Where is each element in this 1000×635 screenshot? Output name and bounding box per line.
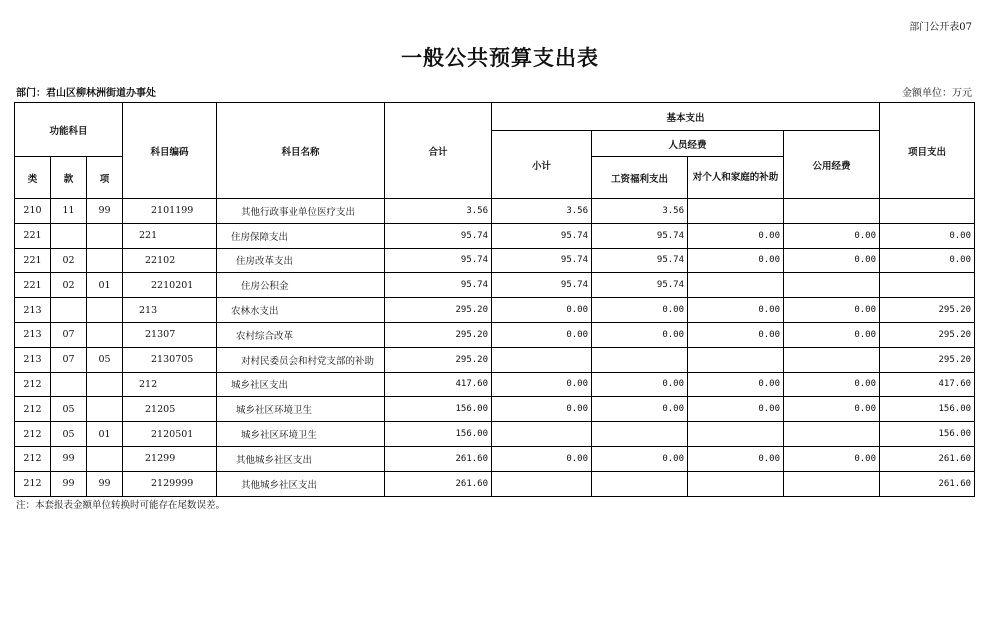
cell-name: 住房保障支出 [217, 223, 385, 248]
header-lei: 类 [15, 157, 51, 199]
cell-kuan: 99 [51, 446, 87, 471]
cell-xiang [87, 397, 123, 422]
cell-project: 295.20 [880, 347, 975, 372]
cell-subtotal: 0.00 [492, 298, 592, 323]
cell-project: 261.60 [880, 471, 975, 496]
cell-salary: 0.00 [592, 298, 688, 323]
cell-public: 0.00 [784, 223, 880, 248]
cell-code: 221 [123, 223, 217, 248]
table-row [15, 446, 975, 471]
cell-total: 95.74 [385, 223, 492, 248]
cell-project [880, 199, 975, 224]
cell-xiang: 99 [87, 471, 123, 496]
cell-kuan: 99 [51, 471, 87, 496]
cell-lei: 212 [15, 446, 51, 471]
cell-salary: 0.00 [592, 372, 688, 397]
cell-project [880, 273, 975, 298]
cell-project: 417.60 [880, 372, 975, 397]
cell-public [784, 273, 880, 298]
cell-individual [688, 422, 784, 447]
cell-lei: 221 [15, 273, 51, 298]
cell-project: 0.00 [880, 223, 975, 248]
cell-public: 0.00 [784, 298, 880, 323]
cell-code: 213 [123, 298, 217, 323]
cell-total: 95.74 [385, 248, 492, 273]
header-total: 合计 [385, 103, 492, 199]
cell-xiang: 01 [87, 422, 123, 447]
cell-code: 2120501 [123, 422, 217, 447]
cell-kuan [51, 223, 87, 248]
cell-project: 0.00 [880, 248, 975, 273]
cell-project: 156.00 [880, 397, 975, 422]
cell-code: 2101199 [123, 199, 217, 224]
cell-lei: 212 [15, 372, 51, 397]
header-personnel: 人员经费 [592, 131, 784, 157]
cell-salary [592, 347, 688, 372]
form-number: 部门公开表07 [909, 22, 972, 33]
header-kuan: 款 [51, 157, 87, 199]
cell-name: 城乡社区环境卫生 [217, 422, 385, 447]
header-basic: 基本支出 [492, 103, 880, 131]
cell-individual: 0.00 [688, 223, 784, 248]
cell-xiang: 05 [87, 347, 123, 372]
cell-kuan [51, 372, 87, 397]
cell-subtotal [492, 347, 592, 372]
cell-lei: 210 [15, 199, 51, 224]
cell-public [784, 422, 880, 447]
cell-code: 21205 [123, 397, 217, 422]
cell-subtotal [492, 422, 592, 447]
cell-xiang [87, 223, 123, 248]
table-row [15, 298, 975, 323]
cell-xiang [87, 248, 123, 273]
cell-name: 住房公积金 [217, 273, 385, 298]
cell-name: 其他城乡社区支出 [217, 446, 385, 471]
cell-individual [688, 347, 784, 372]
cell-project: 261.60 [880, 446, 975, 471]
cell-public: 0.00 [784, 397, 880, 422]
cell-public [784, 347, 880, 372]
cell-total: 295.20 [385, 298, 492, 323]
cell-name: 城乡社区支出 [217, 372, 385, 397]
cell-code: 2130705 [123, 347, 217, 372]
table-row [15, 397, 975, 422]
cell-salary: 3.56 [592, 199, 688, 224]
cell-lei: 213 [15, 347, 51, 372]
cell-total: 3.56 [385, 199, 492, 224]
cell-public: 0.00 [784, 372, 880, 397]
cell-xiang [87, 446, 123, 471]
cell-lei: 213 [15, 298, 51, 323]
cell-xiang [87, 298, 123, 323]
table-row [15, 471, 975, 496]
header-func-subject: 功能科目 [15, 103, 123, 157]
cell-individual [688, 273, 784, 298]
cell-code: 212 [123, 372, 217, 397]
cell-code: 21299 [123, 446, 217, 471]
cell-salary: 95.74 [592, 248, 688, 273]
cell-xiang [87, 322, 123, 347]
cell-individual: 0.00 [688, 322, 784, 347]
header-salary: 工资福利支出 [592, 157, 688, 199]
footnote: 注：本套报表金额单位转换时可能存在尾数误差。 [16, 500, 226, 511]
cell-subtotal: 0.00 [492, 322, 592, 347]
table-row [15, 199, 975, 224]
cell-salary: 0.00 [592, 322, 688, 347]
cell-total: 417.60 [385, 372, 492, 397]
cell-public: 0.00 [784, 322, 880, 347]
cell-total: 295.20 [385, 347, 492, 372]
cell-code: 21307 [123, 322, 217, 347]
cell-name: 其他行政事业单位医疗支出 [217, 199, 385, 224]
cell-individual [688, 471, 784, 496]
cell-total: 295.20 [385, 322, 492, 347]
cell-public: 0.00 [784, 446, 880, 471]
header-project: 项目支出 [880, 103, 975, 199]
cell-public: 0.00 [784, 248, 880, 273]
table-row [15, 322, 975, 347]
table-row [15, 372, 975, 397]
cell-total: 261.60 [385, 471, 492, 496]
cell-project: 295.20 [880, 298, 975, 323]
table-row [15, 347, 975, 372]
cell-kuan: 07 [51, 347, 87, 372]
cell-name: 农林水支出 [217, 298, 385, 323]
cell-individual: 0.00 [688, 248, 784, 273]
cell-lei: 221 [15, 223, 51, 248]
cell-salary: 0.00 [592, 397, 688, 422]
cell-salary: 0.00 [592, 446, 688, 471]
cell-subtotal: 95.74 [492, 273, 592, 298]
cell-subtotal: 3.56 [492, 199, 592, 224]
cell-salary [592, 422, 688, 447]
header-public: 公用经费 [784, 131, 880, 199]
cell-code: 22102 [123, 248, 217, 273]
cell-project: 295.20 [880, 322, 975, 347]
cell-subtotal: 95.74 [492, 248, 592, 273]
cell-lei: 221 [15, 248, 51, 273]
cell-kuan: 05 [51, 422, 87, 447]
cell-name: 其他城乡社区支出 [217, 471, 385, 496]
cell-xiang [87, 372, 123, 397]
cell-individual: 0.00 [688, 298, 784, 323]
header-code: 科目编码 [123, 103, 217, 199]
table-row [15, 223, 975, 248]
cell-kuan: 02 [51, 273, 87, 298]
cell-xiang: 99 [87, 199, 123, 224]
cell-salary [592, 471, 688, 496]
cell-salary: 95.74 [592, 273, 688, 298]
table-row [15, 248, 975, 273]
table-row [15, 422, 975, 447]
header-xiang: 项 [87, 157, 123, 199]
cell-subtotal: 0.00 [492, 372, 592, 397]
cell-total: 156.00 [385, 397, 492, 422]
department-label: 部门：君山区柳林洲街道办事处 [16, 88, 156, 99]
header-name: 科目名称 [217, 103, 385, 199]
cell-individual: 0.00 [688, 446, 784, 471]
cell-kuan: 05 [51, 397, 87, 422]
cell-name: 住房改革支出 [217, 248, 385, 273]
cell-kuan: 02 [51, 248, 87, 273]
cell-individual: 0.00 [688, 372, 784, 397]
cell-code: 2129999 [123, 471, 217, 496]
cell-lei: 212 [15, 471, 51, 496]
cell-name: 农村综合改革 [217, 322, 385, 347]
header-individual: 对个人和家庭的补助 [688, 157, 784, 199]
cell-subtotal [492, 471, 592, 496]
header-subtotal: 小计 [492, 131, 592, 199]
cell-code: 2210201 [123, 273, 217, 298]
cell-subtotal: 0.00 [492, 446, 592, 471]
cell-lei: 213 [15, 322, 51, 347]
cell-salary: 95.74 [592, 223, 688, 248]
cell-kuan [51, 298, 87, 323]
cell-project: 156.00 [880, 422, 975, 447]
cell-name: 城乡社区环境卫生 [217, 397, 385, 422]
cell-public [784, 471, 880, 496]
cell-kuan: 07 [51, 322, 87, 347]
cell-xiang: 01 [87, 273, 123, 298]
table-row [15, 273, 975, 298]
cell-total: 261.60 [385, 446, 492, 471]
budget-expenditure-table [14, 102, 975, 497]
cell-subtotal: 0.00 [492, 397, 592, 422]
cell-total: 95.74 [385, 273, 492, 298]
cell-name: 对村民委员会和村党支部的补助 [217, 347, 385, 372]
cell-public [784, 199, 880, 224]
cell-kuan: 11 [51, 199, 87, 224]
cell-subtotal: 95.74 [492, 223, 592, 248]
page-title: 一般公共预算支出表 [401, 45, 599, 70]
cell-lei: 212 [15, 422, 51, 447]
amount-unit-label: 金额单位：万元 [902, 88, 972, 99]
cell-individual [688, 199, 784, 224]
cell-lei: 212 [15, 397, 51, 422]
cell-individual: 0.00 [688, 397, 784, 422]
cell-total: 156.00 [385, 422, 492, 447]
